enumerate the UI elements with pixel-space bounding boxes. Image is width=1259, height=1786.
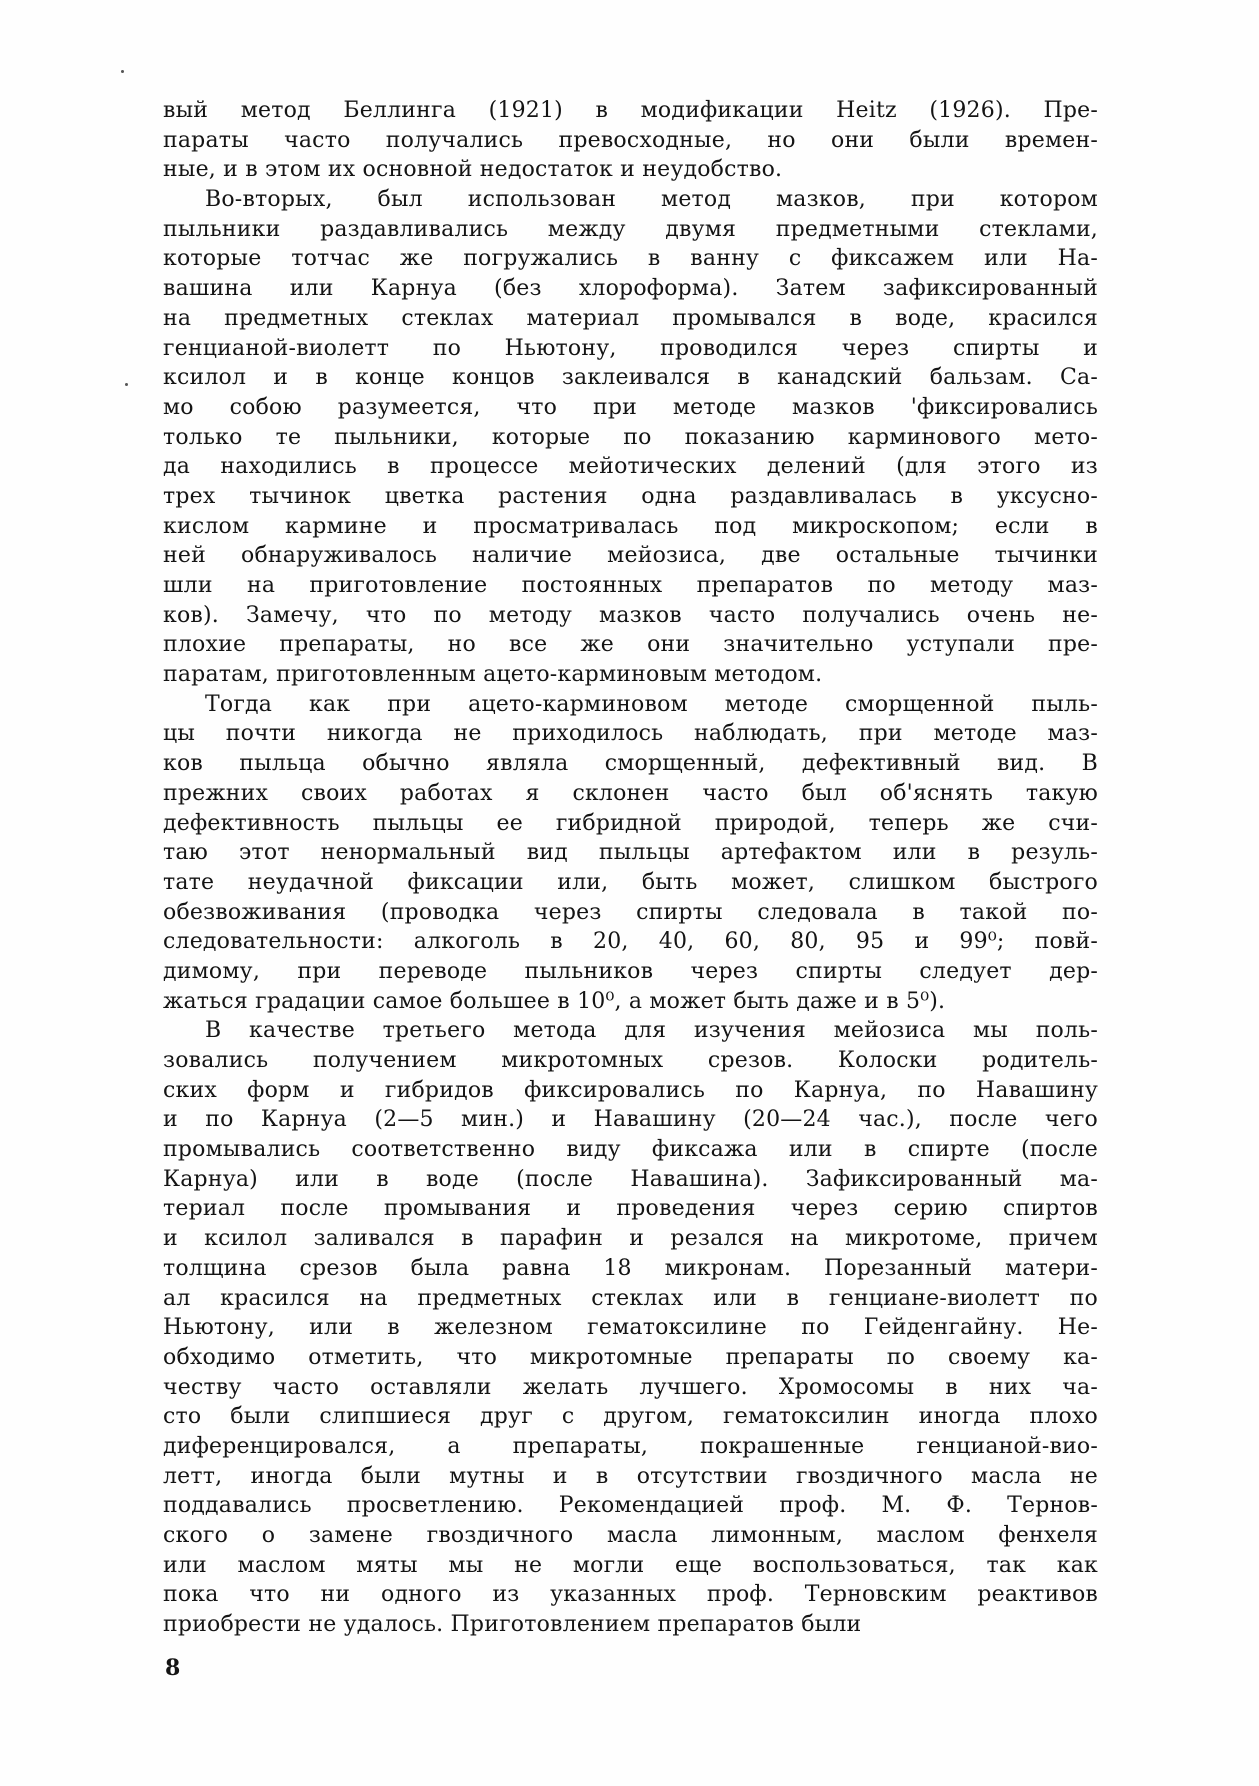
text-line: приобрести не удалось. Приготовлением препаратов были	[163, 1612, 862, 1638]
text-line: вашина или Карнуа (без хлороформа). Затем зафиксированный	[163, 276, 1098, 302]
text-line: кислом кармине и просматривалась под микроскопом; если в	[163, 513, 1098, 539]
body-text	[163, 96, 1098, 1640]
text-line: да находились в процессе мейотических делений (для этого из	[163, 454, 1098, 480]
paragraph	[163, 1016, 1098, 1639]
text-line: вый метод Беллинга (1921) в модификации Heitz (1926). Пре-	[163, 98, 1098, 123]
text-line: обезвоживания (проводка через спирты следовала в такой по-	[163, 899, 1098, 925]
text-line: летт, иногда были мутны и в отсутствии гвоздичного масла не	[163, 1463, 1098, 1489]
text-line: генцианой-виолетт по Ньютону, проводился через спирты и	[163, 335, 1098, 361]
text-line: Ньютону, или в железном гематоксилине по Гейденгайну. Не-	[163, 1315, 1098, 1341]
text-line: паратам, приготовленным ацето-карминовым методом.	[163, 662, 823, 688]
page-number: 8	[165, 1655, 181, 1681]
text-line: диференцировался, а препараты, покрашенные генцианой-вио-	[163, 1433, 1098, 1459]
text-line: дефективность пыльцы ее гибридной природой, теперь же счи-	[163, 810, 1098, 836]
text-line: ков). Замечу, что по методу мазков часто получались очень не-	[163, 602, 1098, 628]
text-line: толщина срезов была равна 18 микронам. Порезанный матери-	[163, 1255, 1098, 1281]
text-line: трех тычинок цветка растения одна раздавливалась в уксусно-	[163, 483, 1098, 509]
text-line: промывались соответственно виду фиксажа или в спирте (после	[163, 1137, 1098, 1163]
text-line: цы почти никогда не приходилось наблюдать, при методе маз-	[163, 721, 1098, 747]
paragraph	[163, 185, 1098, 690]
text-line: тате неудачной фиксации или, быть может, слишком быстрого	[163, 869, 1098, 895]
text-line: ные, и в этом их основной недостаток и неудобство.	[163, 157, 783, 183]
text-line: пока что ни одного из указанных проф. Терновским реактивов	[163, 1582, 1098, 1608]
text-line: которые тотчас же погружались в ванну с фиксажем или На-	[163, 246, 1098, 272]
text-line: ского о замене гвоздичного масла лимонным, маслом фенхеля	[163, 1523, 1098, 1548]
text-line: ских форм и гибридов фиксировались по Карнуа, по Навашину	[163, 1077, 1098, 1103]
text-line: следовательности: алкоголь в 20, 40, 60, 80, 95 и 99⁰; повй-	[163, 929, 1098, 955]
text-line: жаться градации самое большее в 10⁰, а может быть даже и в 5⁰).	[163, 988, 946, 1014]
text-line: или маслом мяты мы не могли еще воспользоваться, так как	[163, 1552, 1098, 1578]
text-line: териал после промывания и проведения через серию спиртов	[163, 1196, 1098, 1222]
paragraph	[163, 96, 1098, 185]
text-line: Карнуа) или в воде (после Навашина). Зафиксированный ма-	[163, 1166, 1098, 1192]
text-line: только те пыльники, которые по показанию карминового мето-	[163, 424, 1098, 450]
text-line: шли на приготовление постоянных препаратов по методу маз-	[163, 573, 1098, 598]
text-line: пыльники раздавливались между двумя предметными стеклами,	[163, 216, 1098, 242]
print-speck	[125, 383, 128, 386]
text-line: обходимо отметить, что микротомные препараты по своему ка-	[163, 1344, 1098, 1370]
text-line: честву часто оставляли желать лучшего. Хромосомы в них ча-	[163, 1374, 1098, 1400]
text-line: зовались получением микротомных срезов. Колоски родитель-	[163, 1048, 1098, 1073]
text-line: таю этот ненормальный вид пыльцы артефактом или в резуль-	[163, 840, 1098, 866]
text-line: ксилол и в конце концов заклеивался в канадский бальзам. Са-	[163, 365, 1098, 391]
text-line: прежних своих работах я склонен часто был об'яснять такую	[163, 780, 1098, 806]
text-line: сто были слипшиеся друг с другом, гематоксилин иногда плохо	[163, 1404, 1098, 1430]
paragraph	[163, 690, 1098, 1017]
text-line: димому, при переводе пыльников через спирты следует дер-	[163, 958, 1098, 984]
text-line: параты часто получались превосходные, но они были времен-	[163, 127, 1098, 153]
text-line: Тогда как при ацето-карминовом методе сморщенной пыль-	[205, 691, 1098, 717]
text-line: мо собою разумеется, что при методе мазков 'фиксировались	[163, 394, 1098, 420]
text-line: поддавались просветлению. Рекомендацией проф. М. Ф. Тернов-	[163, 1493, 1098, 1519]
text-line: плохие препараты, но все же они значительно уступали пре-	[163, 632, 1098, 658]
text-line: и ксилол заливался в парафин и резался на микротоме, причем	[163, 1226, 1098, 1252]
text-line: В качестве третьего метода для изучения мейозиса мы поль-	[205, 1018, 1098, 1044]
text-line: и по Карнуа (2—5 мин.) и Навашину (20—24 час.), после чего	[163, 1107, 1098, 1133]
text-line: Во-вторых, был использован метод мазков, при котором	[205, 187, 1098, 213]
text-line: на предметных стеклах материал промывался в воде, красился	[163, 305, 1098, 331]
text-line: ней обнаруживалось наличие мейозиса, две остальные тычинки	[163, 543, 1098, 569]
print-speck	[121, 70, 124, 73]
text-line: ал красился на предметных стеклах или в генциане-виолетт по	[163, 1285, 1098, 1311]
text-line: ков пыльца обычно являла сморщенный, дефективный вид. В	[163, 751, 1098, 777]
